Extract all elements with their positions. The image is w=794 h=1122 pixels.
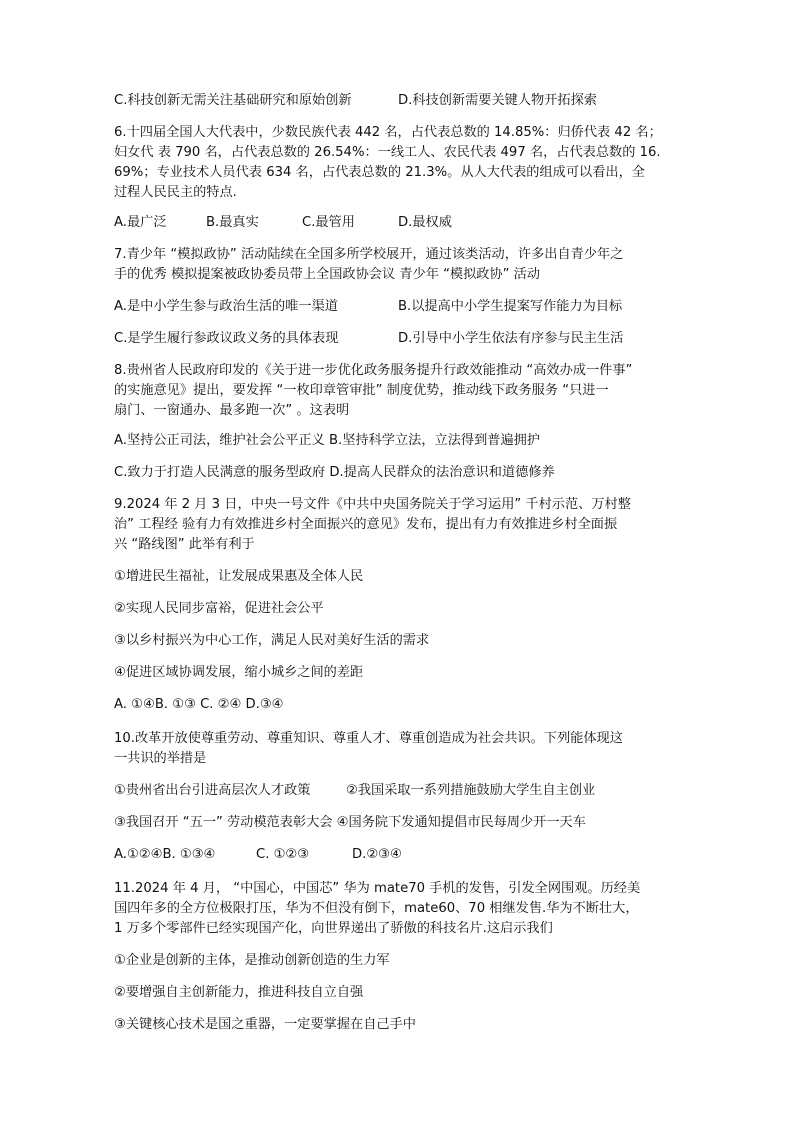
q9-stem-line-1: 9.2024 年 2 月 3 日，中央一号文件《中共中央国务院关于学习运用” 千村示范、万村整 — [114, 497, 631, 512]
q7-stem-line-1: 7.青少年 “模拟政协” 活动陆续在全国多所学校展开，通过该类活动，许多出自青少年之 — [114, 247, 624, 262]
q6-stem-line-1: 6.十四届全国人大代表中，少数民族代表 442 名，占代表总数的 14.85%：归侨代表 42 名； — [114, 125, 662, 140]
q10-item-2: ②我国采取一系列措施鼓励大学生自主创业 — [346, 783, 596, 798]
q6-stem-line-2: 妇女代 表 790 名，占代表总数的 26.54%：一线工人、农民代表 497 名，占代表总数的 16. — [114, 145, 661, 160]
q11-stem-line-2: 国四年多的全方位极限打压，华为不但没有倒下，mate60、70 相继发售.华为不断壮大， — [114, 901, 639, 916]
q6-option-d: D.最权威 — [398, 215, 452, 230]
q9-stem-line-2: 治” 工程经 验有力有效推进乡村全面振兴的意见》发布，提出有力有效推进乡村全面振 — [114, 517, 618, 532]
q8-stem-line-3: 扇门、一窗通办、最多跑一次” 。这表明 — [114, 403, 350, 418]
q9-item-3: ③以乡村振兴为中心工作，满足人民对美好生活的需求 — [114, 633, 430, 648]
q11-item-1: ①企业是创新的主体，是推动创新创造的生力军 — [114, 953, 390, 968]
q8-options-row-1: A.坚持公正司法，维护社会公平正义 B.坚持科学立法，立法得到普遍拥护 — [114, 433, 541, 448]
q7-option-d: D.引导中小学生依法有序参与民主生活 — [398, 331, 624, 346]
q9-item-4: ④促进区域协调发展，缩小城乡之间的差距 — [114, 665, 364, 680]
q9-item-2: ②实现人民同步富裕，促进社会公平 — [114, 601, 324, 616]
q7-option-a: A.是中小学生参与政治生活的唯一渠道 — [114, 299, 338, 314]
q6-stem-line-3: 69%；专业技术人员代表 634 名，占代表总数的 21.3%。从人大代表的组成可以看出，全 — [114, 165, 645, 180]
q8-stem-line-1: 8.贵州省人民政府印发的《关于进一步优化政务服务提升行政效能推动 “高效办成一件事” — [114, 363, 633, 378]
q11-stem-line-3: 1 万多个零部件已经实现国产化，向世界递出了骄傲的科技名片.这启示我们 — [114, 921, 553, 936]
q6-option-b: B.最真实 — [206, 215, 259, 230]
q7-stem-line-2: 手的优秀 模拟提案被政协委员带上全国政协会议 青少年 “模拟政协” 活动 — [114, 267, 541, 282]
q7-option-c: C.是学生履行参政议政义务的具体表现 — [114, 331, 339, 346]
q7-option-b: B.以提高中小学生提案写作能力为目标 — [398, 299, 623, 314]
q10-stem-line-1: 10.改革开放使尊重劳动、尊重知识、尊重人才、尊重创造成为社会共识。下列能体现这 — [114, 731, 623, 746]
q10-answer-d: D.②③④ — [352, 847, 402, 862]
q9-item-1: ①增进民生福祉，让发展成果惠及全体人民 — [114, 569, 364, 584]
q10-item-1: ①贵州省出台引进高层次人才政策 — [114, 783, 311, 798]
q11-stem-line-1: 11.2024 年 4 月， “中国心，中国芯” 华为 mate70 手机的发售，引发全网围观。历经美 — [114, 881, 641, 896]
q5-option-c: C.科技创新无需关注基础研究和原始创新 — [114, 93, 352, 108]
q8-stem-line-2: 的实施意见》提出，要发挥 “一枚印章管审批” 制度优势，推动线下政务服务 “只进一 — [114, 383, 609, 398]
q8-options-row-2: C.致力于打造人民满意的服务型政府 D.提高人民群众的法治意识和道德修养 — [114, 465, 555, 480]
q10-items-row-2: ③我国召开 “五一” 劳动模范表彰大会 ④国务院下发通知提倡市民每周少开一天车 — [114, 815, 586, 830]
q10-stem-line-2: 一共识的举措是 — [114, 751, 207, 766]
q5-option-d: D.科技创新需要关键人物开拓探索 — [398, 93, 597, 108]
q10-answer-ab: A.①②④B. ①③④ — [114, 847, 216, 862]
q11-item-2: ②要增强自主创新能力，推进科技自立自强 — [114, 985, 364, 1000]
q11-item-3: ③关键核心技术是国之重器，一定要掌握在自己手中 — [114, 1017, 416, 1032]
q10-answer-c: C. ①②③ — [256, 847, 310, 862]
q6-option-a: A.最广泛 — [114, 215, 167, 230]
q9-answers: A. ①④B. ①③ C. ②④ D.③④ — [114, 697, 284, 712]
q6-stem-line-4: 过程人民民主的特点. — [114, 185, 237, 200]
q6-option-c: C.最管用 — [302, 215, 355, 230]
q9-stem-line-3: 兴 “路线图” 此举有利于 — [114, 537, 255, 552]
